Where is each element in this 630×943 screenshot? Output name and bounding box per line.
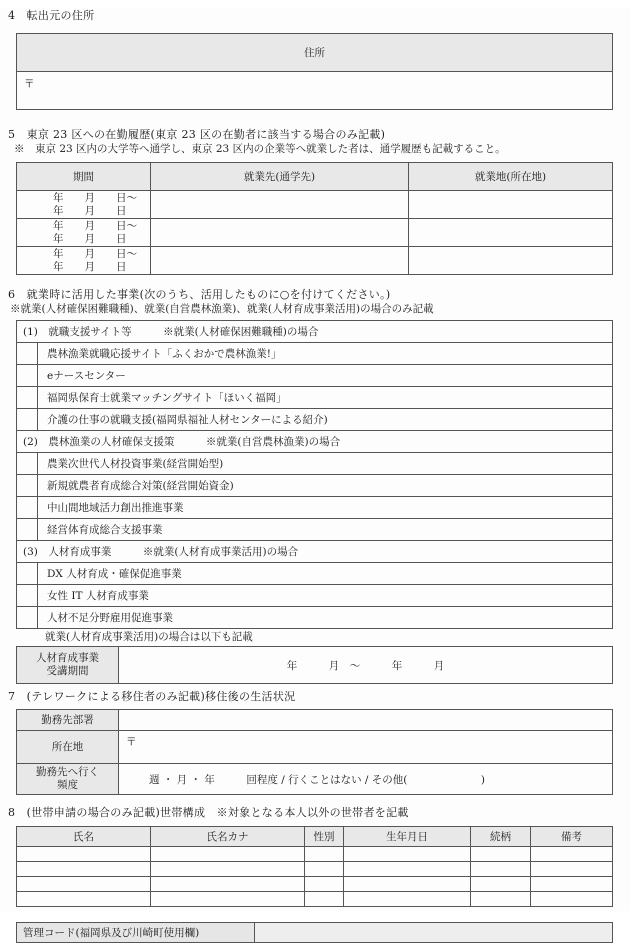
program-item-cell: 福岡県保育士就業マッチングサイト「ほいく福岡」 [38,387,613,409]
gender-input-cell[interactable] [305,862,344,877]
worklocation-input-cell[interactable] [409,191,613,219]
relation-input-cell[interactable] [471,892,531,907]
relation-header-cell: 続柄 [471,827,531,847]
work-history-row [17,191,613,219]
circle-mark-cell[interactable] [17,519,38,541]
work-history-table [16,162,613,275]
gender-input-cell[interactable] [305,847,344,862]
admin-code-table [16,922,613,943]
workplace-input-cell[interactable] [151,191,409,219]
group-label-cell: (3) 人材育成事業 ※就業(人材育成事業活用)の場合 [17,541,613,563]
circle-mark-cell[interactable] [17,607,38,629]
name-input-cell[interactable] [17,862,151,877]
household-table [16,826,613,907]
kana-header-cell: 氏名カナ [151,827,305,847]
remarks-input-cell[interactable] [531,877,613,892]
frequency-input-cell[interactable]: 週 ・ 月 ・ 年 回程度 / 行くことはない / その他( ) [119,764,613,795]
circle-mark-cell[interactable] [17,563,38,585]
birthdate-input-cell[interactable] [344,877,471,892]
circle-mark-cell[interactable] [17,497,38,519]
address-input-cell[interactable]: 〒 [17,72,613,110]
circle-mark-cell[interactable] [17,585,38,607]
program-item-cell: 介護の仕事の就職支援(福岡県福祉人材センターによる紹介) [38,409,613,431]
admin-code-label: 管理コード(福岡県及び川崎町使用欄) [17,923,255,943]
remarks-input-cell[interactable] [531,847,613,862]
worklocation-input-cell[interactable] [409,247,613,275]
workplace-input-cell[interactable] [151,247,409,275]
section8-title: 8 (世帯申請の場合のみ記載)世帯構成 ※対象となる本人以外の世帯者を記載 [8,806,409,819]
program-item-cell: 新規就農者育成総合対策(経営開始資金) [38,475,613,497]
form-page [0,8,630,939]
kana-input-cell[interactable] [151,847,305,862]
program-item-cell: 中山間地域活力創出推進事業 [38,497,613,519]
period-cell[interactable]: 年 月 日〜 年 月 日 [17,219,151,247]
section4-title: 4 転出元の住所 [8,9,95,22]
name-input-cell[interactable] [17,847,151,862]
group-label-cell: (2) 農林漁業の人材確保支援策 ※就業(自営農林漁業)の場合 [17,431,613,453]
program-item-cell: 人材不足分野雇用促進事業 [38,607,613,629]
worklocation-input-cell[interactable] [409,219,613,247]
program-item-cell: eナースセンター [38,365,613,387]
gender-header-cell: 性別 [305,827,344,847]
work-history-row [17,247,613,275]
section7-title: 7 (テレワークによる移住者のみ記載)移住後の生活状況 [8,690,296,703]
circle-mark-cell[interactable] [17,343,38,365]
workplace-header-cell: 就業先(通学先) [151,163,409,191]
location-input-cell[interactable]: 〒 [119,731,613,764]
remarks-input-cell[interactable] [531,862,613,877]
name-header-cell: 氏名 [17,827,151,847]
relation-input-cell[interactable] [471,862,531,877]
remarks-input-cell[interactable] [531,892,613,907]
period-cell[interactable]: 年 月 日〜 年 月 日 [17,191,151,219]
program-item-cell: 農業次世代人材投資事業(経営開始型) [38,453,613,475]
workplace-input-cell[interactable] [151,219,409,247]
frequency-label: 勤務先へ行く頻度 [17,764,119,795]
department-input-cell[interactable] [119,710,613,731]
previous-address-table [16,33,613,110]
relation-input-cell[interactable] [471,847,531,862]
training-period-input-cell[interactable]: 年 月 〜 年 月 [119,647,613,684]
program-table [16,320,613,629]
gender-input-cell[interactable] [305,877,344,892]
location-label: 所在地 [17,731,119,764]
household-row [17,892,613,907]
admin-code-input-cell[interactable] [255,923,613,943]
circle-mark-cell[interactable] [17,365,38,387]
circle-mark-cell[interactable] [17,409,38,431]
household-row [17,847,613,862]
birthdate-input-cell[interactable] [344,862,471,877]
birthdate-input-cell[interactable] [344,892,471,907]
kana-input-cell[interactable] [151,877,305,892]
life-status-table [16,709,613,795]
period-header-cell: 期間 [17,163,151,191]
name-input-cell[interactable] [17,892,151,907]
gender-input-cell[interactable] [305,892,344,907]
household-row [17,877,613,892]
kana-input-cell[interactable] [151,892,305,907]
department-label: 勤務先部署 [17,710,119,731]
worklocation-header-cell: 就業地(所在地) [409,163,613,191]
work-history-row [17,219,613,247]
program-item-cell: DX 人材育成・確保促進事業 [38,563,613,585]
section6-title: 6 就業時に活用した事業(次のうち、活用したものに○を付けてください。) [8,288,391,301]
birthdate-header-cell: 生年月日 [344,827,471,847]
training-period-table [16,646,613,684]
group-label-cell: (1) 就職支援サイト等 ※就業(人材確保困難職種)の場合 [17,321,613,343]
program-item-cell: 女性 IT 人材育成事業 [38,585,613,607]
circle-mark-cell[interactable] [17,475,38,497]
program-item-cell: 農林漁業就職応援サイト「ふくおかで農林漁業!」 [38,343,613,365]
remarks-header-cell: 備考 [531,827,613,847]
kana-input-cell[interactable] [151,862,305,877]
household-row [17,862,613,877]
relation-input-cell[interactable] [471,877,531,892]
section6-note: ※就業(人材確保困難職種)、就業(自営農林漁業)、就業(人材育成事業活用)の場合のみ記載 [10,303,434,315]
circle-mark-cell[interactable] [17,453,38,475]
period-cell[interactable]: 年 月 日〜 年 月 日 [17,247,151,275]
circle-mark-cell[interactable] [17,387,38,409]
section5-note: ※ 東京 23 区内の大学等へ通学し、東京 23 区内の企業等へ就業した者は、通学履歴も記載すること。 [14,143,506,155]
section5-title: 5 東京 23 区への在勤履歴(東京 23 区の在勤者に該当する場合のみ記載) [8,128,386,141]
birthdate-input-cell[interactable] [344,847,471,862]
address-header-cell: 住所 [17,34,613,72]
training-period-label: 人材育成事業 受講期間 [17,647,119,684]
program-item-cell: 経営体育成総合支援事業 [38,519,613,541]
training-extra-note: 就業(人材育成事業活用)の場合は以下も記載 [45,631,253,643]
name-input-cell[interactable] [17,877,151,892]
